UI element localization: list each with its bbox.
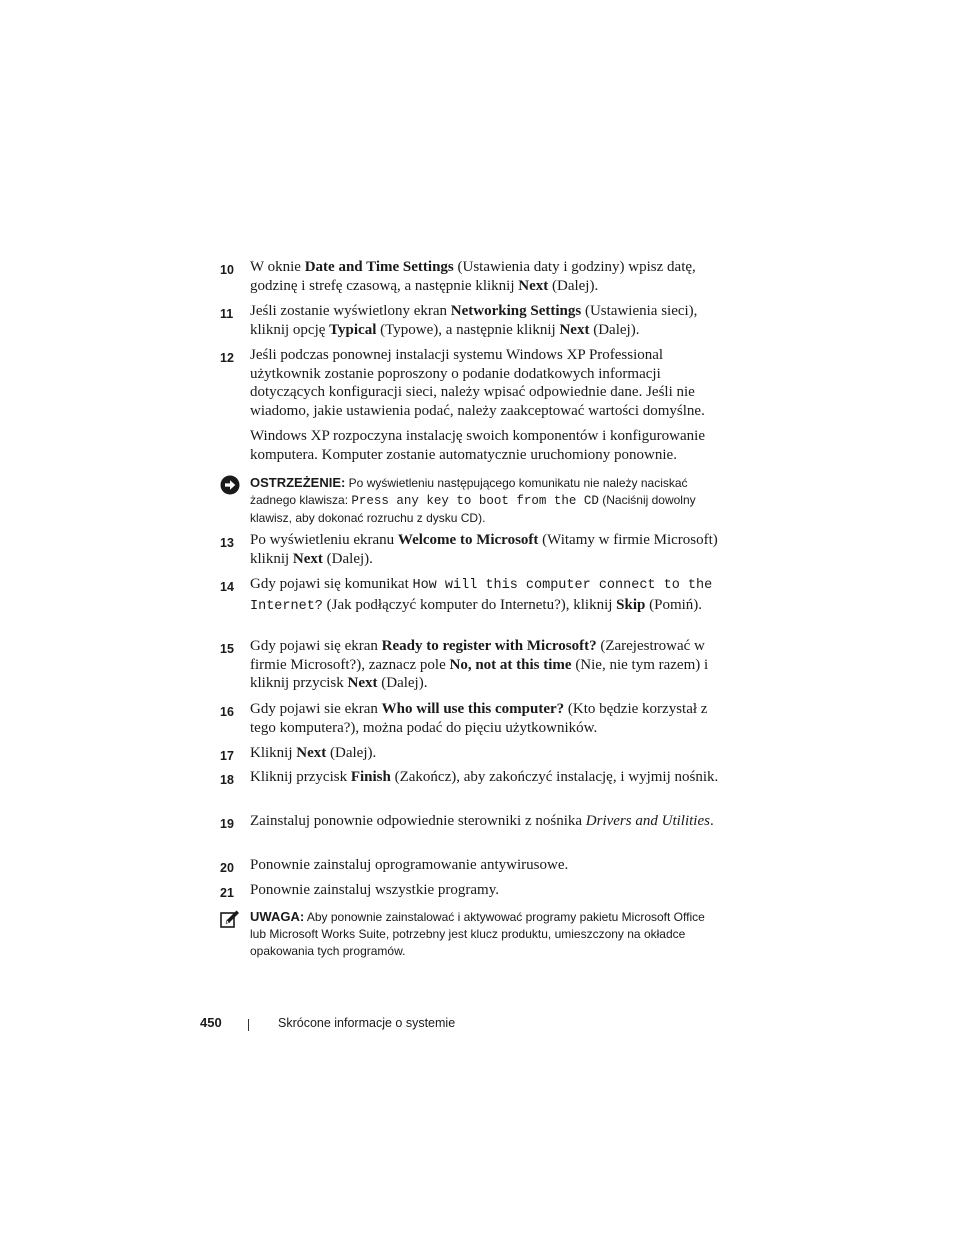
step-number: 17 [220,749,234,763]
step-text: Gdy pojawi się komunikat How will this computer connect to the Internet? (Jak podłączyć komputer do Internetu?), kliknij Skip (Pomiń). [250,576,713,614]
step-number: 15 [220,642,234,656]
note-text: UWAGA: Aby ponownie zainstalować i aktywować programy pakietu Microsoft Office lub Microsoft Works Suite, potrzebny jest klucz produktu, umieszczony na okładce opakowania tych programów. [250,909,705,959]
step-19 [220,812,720,831]
step-10 [220,258,720,295]
step-number: 12 [220,351,234,365]
step-12-continuation [220,427,720,464]
step-number: 16 [220,705,234,719]
step-number: 10 [220,263,234,277]
step-text: Kliknij Next (Dalej). [250,745,377,761]
step-18 [220,768,720,787]
step-text: Jeśli podczas ponownej instalacji systemu Windows XP Professional użytkownik zostanie poproszony o podanie dodatkowych informacji dotyczących konfiguracji sieci, należy wpisać odpowiednie dane. Jeśli nie wiadomo, jakie ustawienia podać, należy zaakceptować wartości domyślne. [250,347,705,420]
step-number: 20 [220,861,234,875]
step-text: Po wyświetleniu ekranu Welcome to Microsoft (Witamy w firmie Microsoft) kliknij Next (Dalej). [250,532,718,567]
note-label: UWAGA: [250,909,305,924]
step-15 [220,637,720,693]
paragraph-text: Windows XP rozpoczyna instalację swoich komponentów i konfigurowanie komputera. Komputer zostanie automatycznie uruchomiony ponownie. [250,428,705,463]
warning-notice [220,474,720,528]
page-footer [200,1015,600,1035]
note-notice [220,908,720,961]
step-text: Jeśli zostanie wyświetlony ekran Networking Settings (Ustawienia sieci), kliknij opcję Typical (Typowe), a następnie kliknij Next (Dalej). [250,303,698,338]
step-number: 11 [220,307,234,321]
step-16 [220,700,720,737]
running-title: Skrócone informacje o systemie [278,1016,456,1030]
step-text: Kliknij przycisk Finish (Zakończ), aby zakończyć instalację, i wyjmij nośnik. [250,769,719,785]
step-20 [220,856,720,875]
step-text: Ponownie zainstaluj oprogramowanie antywirusowe. [250,857,569,873]
step-number: 21 [220,886,234,900]
step-text: Gdy pojawi sie ekran Who will use this computer? (Kto będzie korzystał z tego komputera?), można podać do pięciu użytkowników. [250,701,708,736]
step-text: Zainstaluj ponownie odpowiednie sterowniki z nośnika Drivers and Utilities. [250,813,714,829]
step-14 [220,575,720,616]
step-text: Gdy pojawi się ekran Ready to register with Microsoft? (Zarejestrować w firmie Microsoft?), zaznacz pole No, not at this time (Nie, nie tym razem) i kliknij przycisk Next (Dalej). [250,638,709,692]
pencil-note-icon [220,909,240,929]
step-11 [220,302,720,339]
footer-separator [248,1019,249,1031]
step-number: 13 [220,536,234,550]
step-21 [220,881,720,900]
notice-icon [220,475,240,495]
step-number: 18 [220,773,234,787]
page-number: 450 [200,1015,222,1030]
warning-text: OSTRZEŻENIE: Po wyświetleniu następującego komunikatu nie należy naciskać żadnego klawisza: Press any key to boot from the CD (Naciśnij dowolny klawisz, aby dokonać rozruchu z dysku CD). [250,475,696,526]
step-text: W oknie Date and Time Settings (Ustawienia daty i godziny) wpisz datę, godzinę i strefę czasową, a następnie kliknij Next (Dalej). [250,259,696,294]
step-number: 19 [220,817,234,831]
step-number: 14 [220,580,234,594]
step-13 [220,531,720,568]
warning-label: OSTRZEŻENIE: [250,475,346,490]
step-12 [220,346,720,421]
step-text: Ponownie zainstaluj wszystkie programy. [250,882,499,898]
step-17 [220,744,720,763]
